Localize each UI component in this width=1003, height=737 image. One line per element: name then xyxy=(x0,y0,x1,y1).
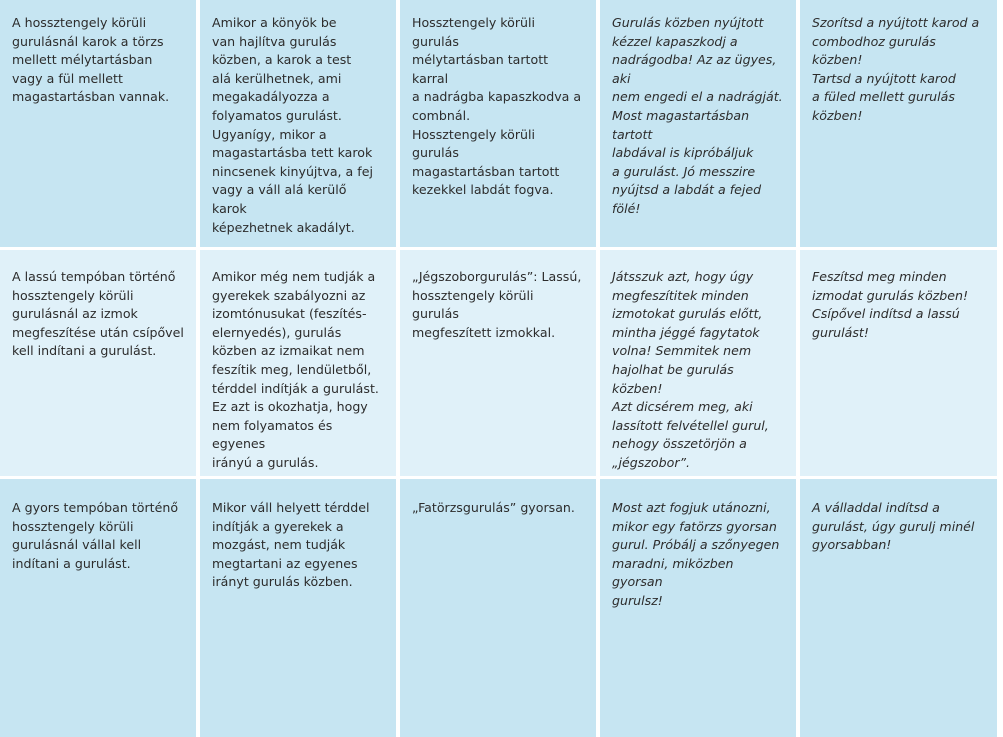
table-cell: „Fatörzsgurulás” gyorsan. xyxy=(400,479,596,737)
table-cell: Szorítsd a nyújtott karod a combodhoz gurulás közben! Tartsd a nyújtott karod a füled mellett gurulás közben! xyxy=(800,0,997,250)
table-cell: Mikor váll helyett térddel indítják a gyerekek a mozgást, nem tudják megtartani az egyenes irányt gurulás közben. xyxy=(200,479,396,737)
table-cell: Feszítsd meg minden izmodat gurulás közben! Csípővel indítsd a lassú gurulást! xyxy=(800,250,997,479)
table-cell: A lassú tempóban történő hossztengely körüli gurulásnál az izmok megfeszítése után csípővel kell indítani a gurulást. xyxy=(0,250,196,479)
table-cell: Amikor még nem tudják a gyerekek szabályozni az izomtónusukat (feszítés- elernyedés), gurulás közben az izmaikat nem feszítik meg, lendületből, térddel indítják a gurulást. Ez azt is okozhatja, hogy nem folyamatos és egyenes irányú a gurulás. xyxy=(200,250,396,479)
table-cell: Hossztengely körüli gurulás mélytartásban tartott karral a nadrágba kapaszkodva a combnál. Hossztengely körüli gurulás magastartásban tartott kezekkel labdát fogva. xyxy=(400,0,596,250)
table-cell: „Jégszoborgurulás”: Lassú, hossztengely körüli gurulás megfeszített izmokkal. xyxy=(400,250,596,479)
table-cell: A válladdal indítsd a gurulást, úgy gurulj minél gyorsabban! xyxy=(800,479,997,737)
table-cell: Gurulás közben nyújtott kézzel kapaszkodj a nadrágodba! Az az ügyes, aki nem engedi el a nadrágját. Most magastartásban tartott labdával is kipróbáljuk a gurulást. Jó messzire nyújtsd a labdát a fejed fölé! xyxy=(600,0,796,250)
table-cell: A hossztengely körüli gurulásnál karok a törzs mellett mélytartásban vagy a fül mellett magastartásban vannak. xyxy=(0,0,196,250)
table-cell: A gyors tempóban történő hossztengely körüli gurulásnál vállal kell indítani a gurulást. xyxy=(0,479,196,737)
table-cell: Amikor a könyök be van hajlítva gurulás közben, a karok a test alá kerülhetnek, ami megakadályozza a folyamatos gurulást. Ugyanígy, mikor a magastartásba tett karok nincsenek kinyújtva, a fej vagy a váll alá kerülő karok képezhetnek akadályt. xyxy=(200,0,396,250)
table-cell: Most azt fogjuk utánozni, mikor egy fatörzs gyorsan gurul. Próbálj a szőnyegen maradni, miközben gyorsan gurulsz! xyxy=(600,479,796,737)
table-cell: Játsszuk azt, hogy úgy megfeszítitek minden izmotokat gurulás előtt, mintha jéggé fagytatok volna! Semmitek nem hajolhat be gurulás közben! Azt dicsérem meg, aki lassított felvétellel gurul, nehogy összetörjön a „jégszobor”. xyxy=(600,250,796,479)
